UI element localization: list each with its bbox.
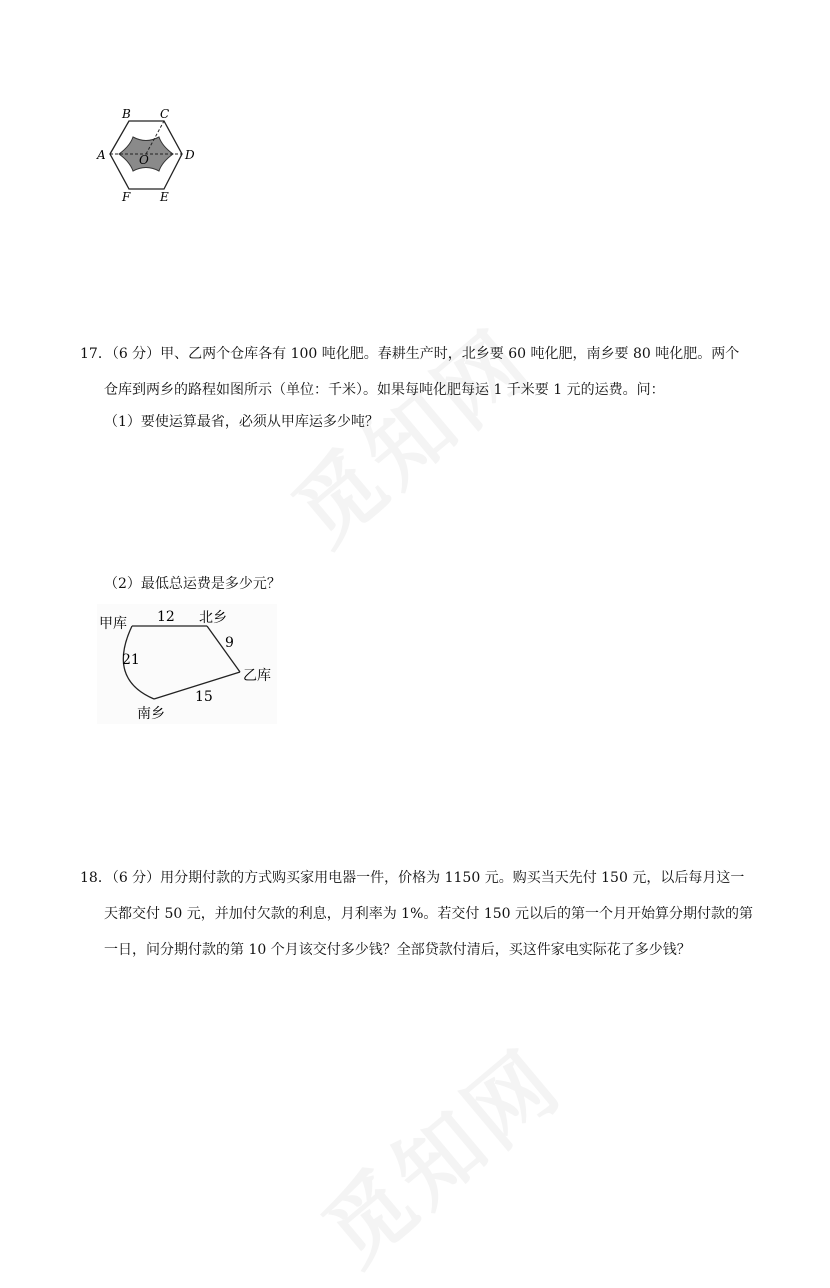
q18-line2: 天都交付 50 元，并加付欠款的利息，月利率为 1%。若交付 150 元以后的第一个月开始算分期付款的第 bbox=[104, 906, 753, 922]
q17-line2: 仓库到两乡的路程如图所示（单位：千米）。如果每吨化肥每运 1 千米要 1 元的运费。问： bbox=[104, 382, 665, 398]
hexagon-figure bbox=[92, 104, 202, 204]
label-beixiang: 北乡 bbox=[199, 610, 227, 626]
watermark-bottom bbox=[292, 1016, 583, 1288]
label-e: E bbox=[160, 190, 169, 204]
label-a: A bbox=[97, 148, 106, 162]
label-f: F bbox=[122, 190, 131, 204]
q17-sub2: （2）最低总运费是多少元？ bbox=[104, 576, 281, 592]
distance-jia-nan: 21 bbox=[122, 652, 140, 668]
route-figure bbox=[97, 604, 277, 724]
label-o: O bbox=[139, 153, 149, 167]
distance-jia-bei: 12 bbox=[157, 609, 175, 625]
q18-line3: 一日，问分期付款的第 10 个月该交付多少钱？全部贷款付清后，买这件家电实际花了多少钱？ bbox=[104, 942, 691, 958]
label-c: C bbox=[160, 107, 170, 121]
label-jiaku: 甲库 bbox=[99, 616, 127, 632]
label-b: B bbox=[122, 107, 131, 121]
distance-bei-yi: 9 bbox=[225, 635, 234, 651]
q17-line1: 17．（6 分）甲、乙两个仓库各有 100 吨化肥。春耕生产时，北乡要 60 吨化肥，南乡要 80 吨化肥。两个 bbox=[80, 346, 740, 362]
distance-nan-yi: 15 bbox=[195, 689, 213, 705]
q17-sub1: （1）要使运算最省，必须从甲库运多少吨？ bbox=[104, 414, 379, 430]
watermark bbox=[262, 296, 553, 568]
q18-line1: 18．（6 分）用分期付款的方式购买家用电器一件，价格为 1150 元。购买当天先付 150 元，以后每月这一 bbox=[80, 870, 745, 886]
label-nanxiang: 南乡 bbox=[137, 706, 165, 722]
label-yiku: 乙库 bbox=[243, 668, 271, 684]
label-d: D bbox=[185, 148, 195, 162]
